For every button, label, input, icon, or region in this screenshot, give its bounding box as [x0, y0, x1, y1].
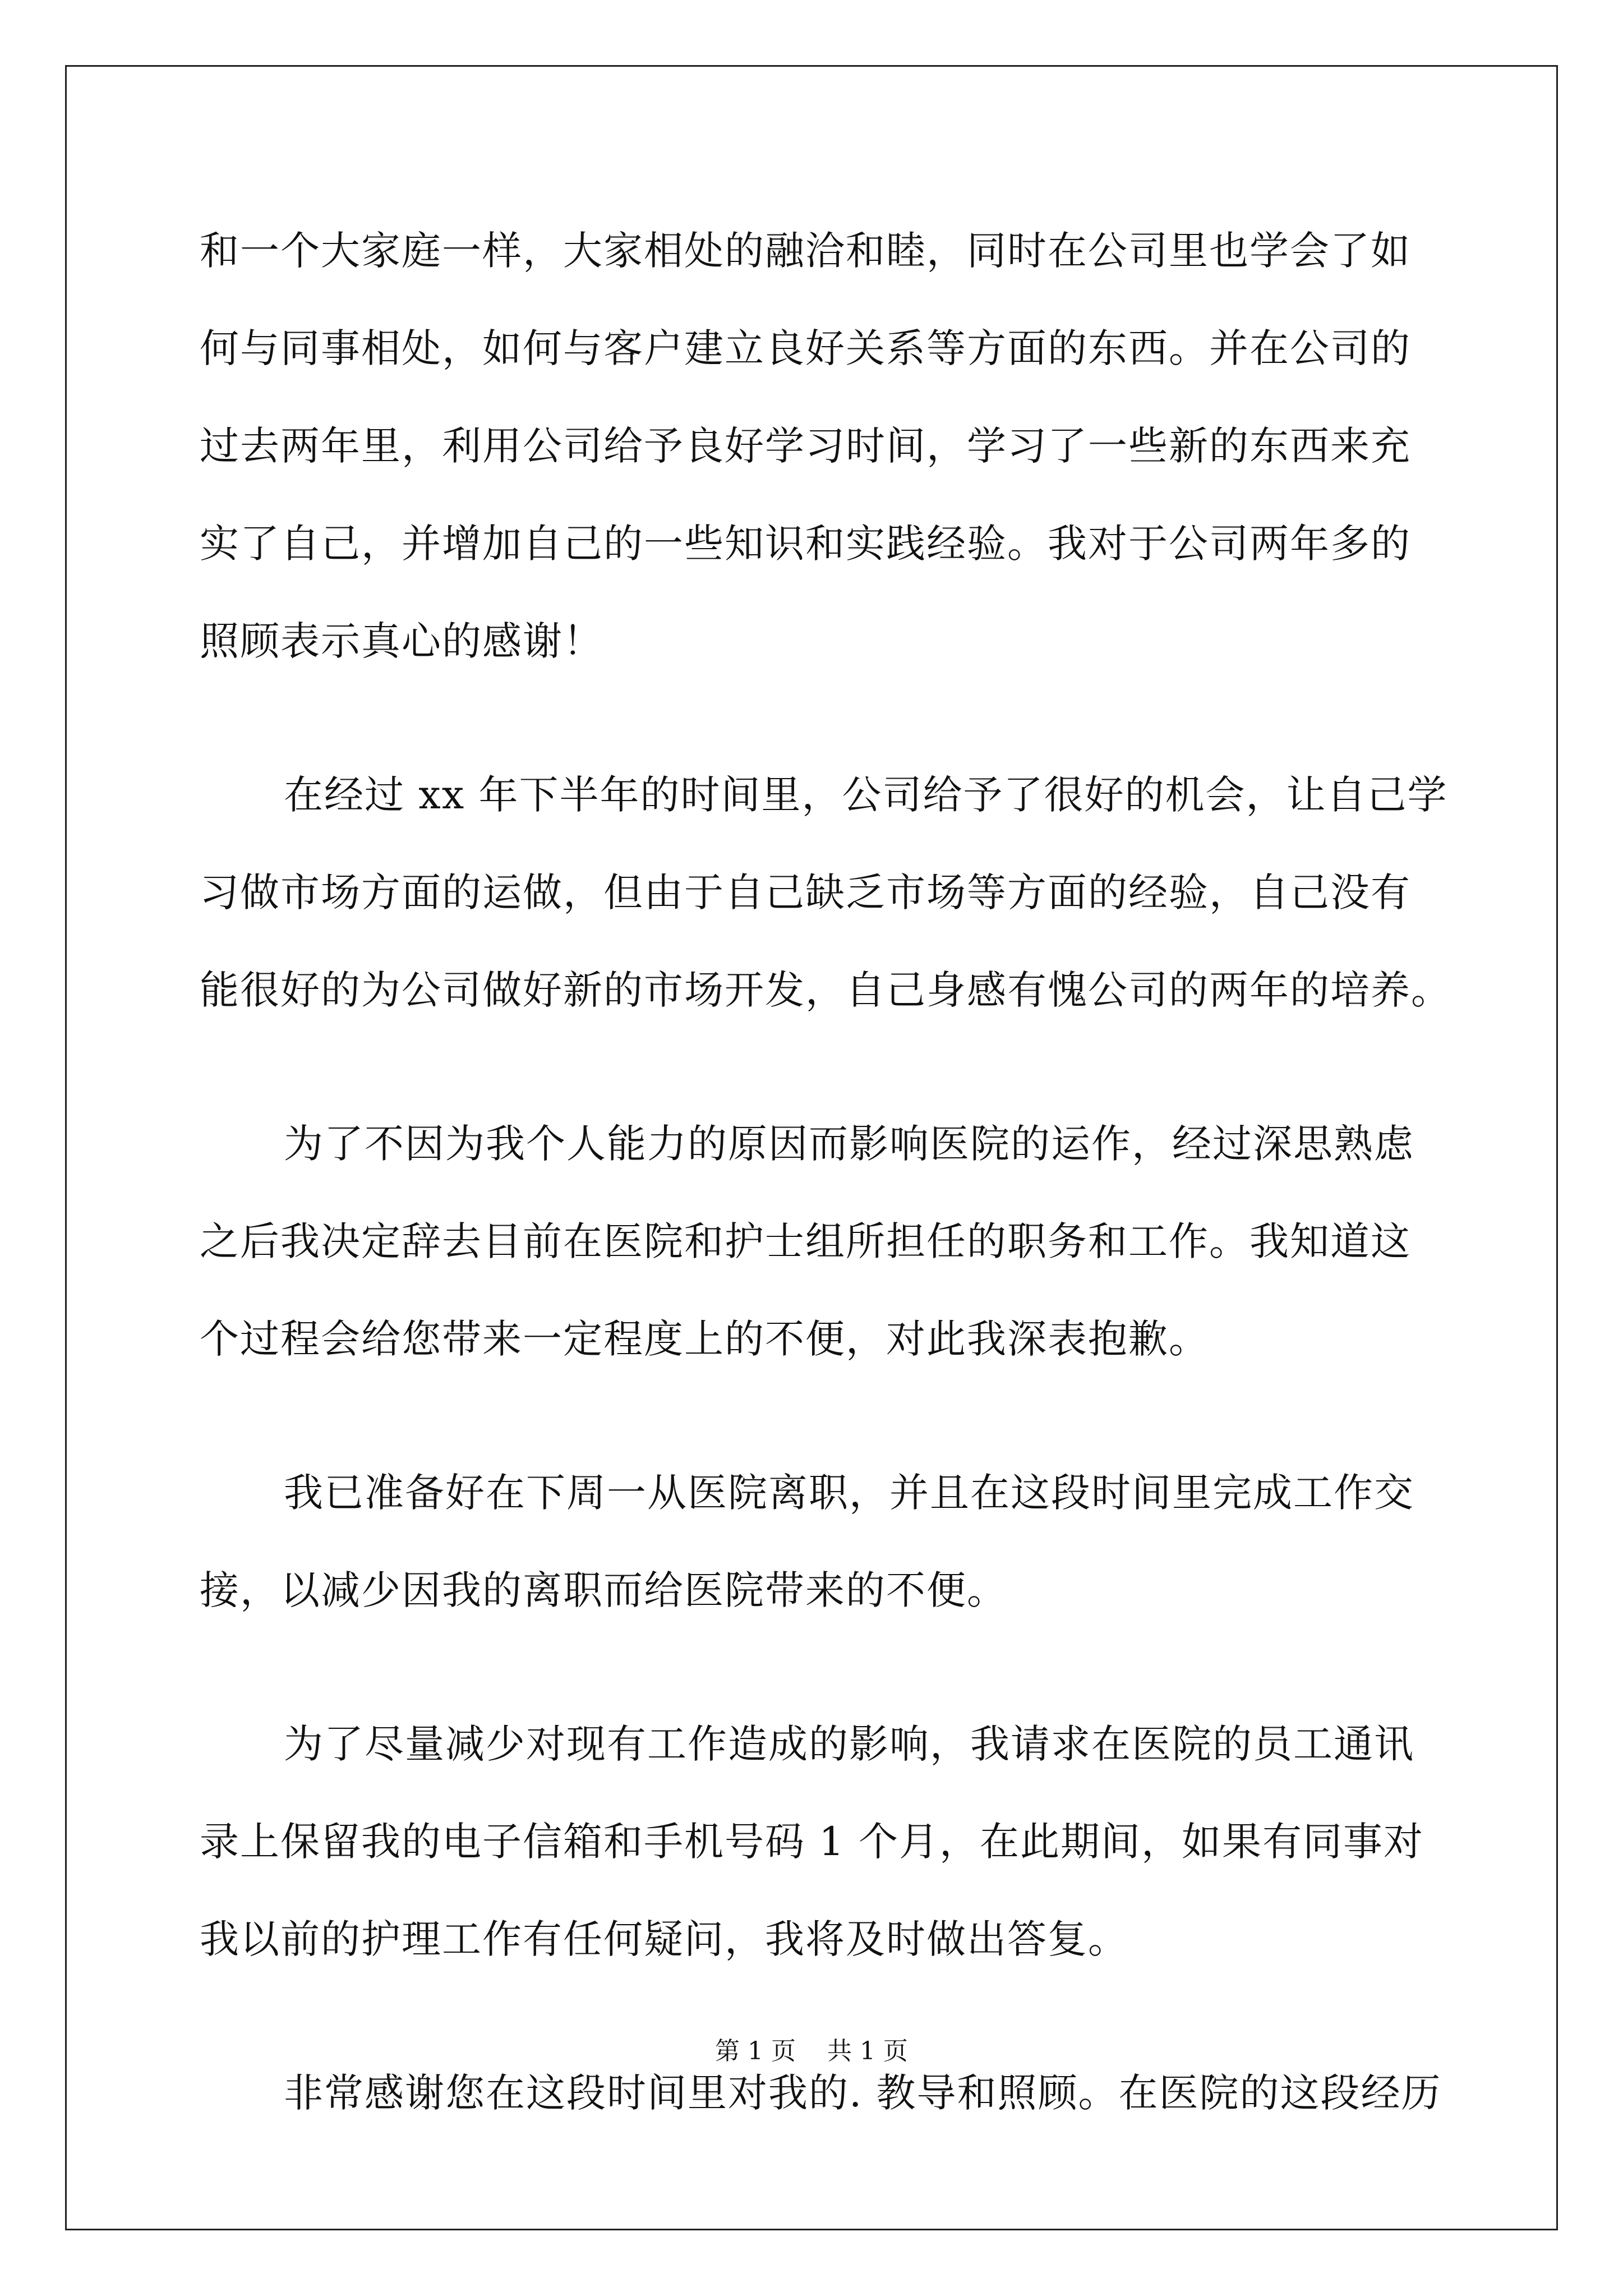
page-number-footer: 第 1 页 共 1 页: [715, 2037, 908, 2065]
text-line: 为了尽量减少对现有工作造成的影响，我请求在医院的员工通讯: [284, 1721, 1414, 1767]
text-line: 个过程会给您带来一定程度上的不便，对此我深表抱歉。: [200, 1316, 1209, 1362]
text-line: 为了不因为我个人能力的原因而影响医院的运作，经过深思熟虑: [284, 1121, 1414, 1167]
text-line: 和一个大家庭一样，大家相处的融洽和睦，同时在公司里也学会了如: [200, 228, 1411, 274]
text-line: 习做市场方面的运做，但由于自己缺乏市场等方面的经验，自己没有: [200, 869, 1411, 915]
text-line: 过去两年里，利用公司给予良好学习时间，学习了一些新的东西来充: [200, 423, 1411, 469]
text-line: 何与同事相处，如何与客户建立良好关系等方面的东西。并在公司的: [200, 325, 1411, 371]
text-line: 录上保留我的电子信箱和手机号码 1 个月，在此期间，如果有同事对: [200, 1819, 1424, 1865]
text-line: 非常感谢您在这段时间里对我的. 教导和照顾。在医院的这段经历: [284, 2070, 1442, 2116]
text-line: 在经过 xx 年下半年的时间里，公司给予了很好的机会，让自己学: [284, 772, 1448, 818]
text-line: 之后我决定辞去目前在医院和护士组所担任的职务和工作。我知道这: [200, 1218, 1411, 1264]
text-line: 我已准备好在下周一从医院离职，并且在这段时间里完成工作交: [284, 1470, 1414, 1516]
text-line: 能很好的为公司做好新的市场开发，自己身感有愧公司的两年的培养。: [200, 967, 1451, 1013]
text-line: 照顾表示真心的感谢！: [200, 618, 603, 664]
text-line: 我以前的护理工作有任何疑问，我将及时做出答复。: [200, 1916, 1128, 1962]
text-line: 实了自己，并增加自己的一些知识和实践经验。我对于公司两年多的: [200, 521, 1411, 567]
document-body: [200, 202, 1451, 2142]
text-line: 接，以减少因我的离职而给医院带来的不便。: [200, 1567, 1007, 1613]
